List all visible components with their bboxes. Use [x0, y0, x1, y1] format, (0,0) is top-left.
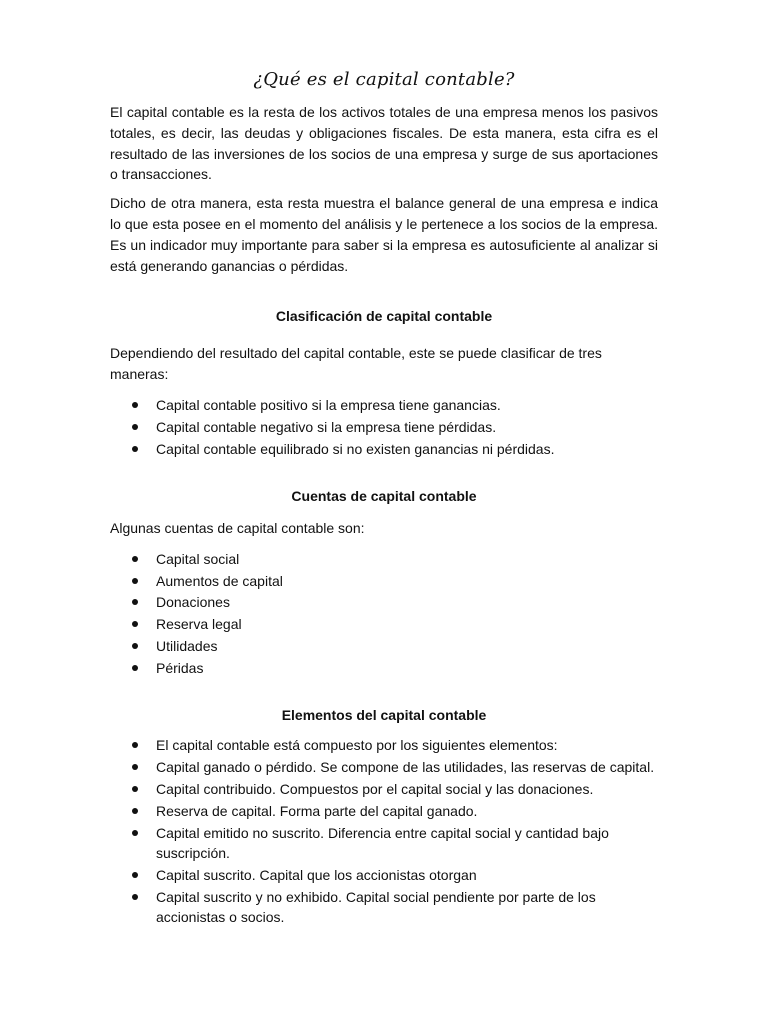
- document-page: [110, 66, 658, 929]
- list-item: Reserva de capital. Forma parte del capital ganado.: [110, 801, 658, 822]
- list-item: Capital social: [110, 549, 658, 570]
- list-item: Capital contable negativo si la empresa tiene pérdidas.: [110, 417, 658, 438]
- list-item: Capital emitido no suscrito. Diferencia entre capital social y cantidad bajo suscripción.: [110, 823, 658, 864]
- section-heading-clasificacion: Clasificación de capital contable: [275, 308, 493, 325]
- list-item: Capital suscrito y no exhibido. Capital social pendiente por parte de los accionistas o socios.: [110, 887, 658, 928]
- section-heading-elementos: Elementos del capital contable: [281, 707, 487, 724]
- bullet-icon: [132, 446, 138, 452]
- list-item: Utilidades: [110, 636, 658, 657]
- list-item: Reserva legal: [110, 614, 658, 635]
- bullet-icon: [132, 424, 138, 430]
- bullet-icon: [132, 872, 138, 878]
- bullet-icon: [132, 599, 138, 605]
- list-item: El capital contable está compuesto por los siguientes elementos:: [110, 735, 658, 756]
- bullet-icon: [132, 578, 138, 584]
- list-elementos: [110, 735, 658, 927]
- bullet-icon: [132, 402, 138, 408]
- list-item: Capital contribuido. Compuestos por el capital social y las donaciones.: [110, 779, 658, 800]
- intro-paragraph-1: El capital contable es la resta de los activos totales de una empresa menos los pasivos totales, es decir, las deudas y obligaciones fiscales. De esta manera, esta cifra es el resultado de las inversiones de los socios de una empresa y surge de sus aportaciones o transacciones.: [110, 104, 658, 183]
- bullet-icon: [132, 786, 138, 792]
- section-heading-cuentas: Cuentas de capital contable: [291, 488, 477, 505]
- bullet-icon: [132, 643, 138, 649]
- bullet-icon: [132, 830, 138, 836]
- list-item: Aumentos de capital: [110, 571, 658, 592]
- section-intro-cuentas: Algunas cuentas de capital contable son:: [110, 520, 365, 537]
- intro-paragraph-2: Dicho de otra manera, esta resta muestra el balance general de una empresa e indica lo que esta posee en el momento del análisis y le pertenece a los socios de la empresa. Es un indicador muy importante para saber si la empresa es autosuficiente al analizar si está generando ganancias o pérdidas.: [110, 195, 658, 274]
- section-intro-clasificacion: Dependiendo del resultado del capital contable, este se puede clasificar de tres maneras:: [110, 345, 602, 383]
- bullet-icon: [132, 808, 138, 814]
- bullet-icon: [132, 742, 138, 748]
- bullet-icon: [132, 665, 138, 671]
- list-item: Donaciones: [110, 592, 658, 613]
- bullet-icon: [132, 894, 138, 900]
- list-item: Capital contable positivo si la empresa tiene ganancias.: [110, 395, 658, 416]
- list-cuentas: [110, 549, 658, 679]
- list-item: Capital suscrito. Capital que los accionistas otorgan: [110, 865, 658, 886]
- list-item: Péridas: [110, 658, 658, 679]
- document-title: ¿Qué es el capital contable?: [253, 69, 515, 90]
- bullet-icon: [132, 556, 138, 562]
- list-item: Capital ganado o pérdido. Se compone de las utilidades, las reservas de capital.: [110, 757, 658, 778]
- bullet-icon: [132, 764, 138, 770]
- bullet-icon: [132, 621, 138, 627]
- list-clasificacion: [110, 395, 658, 459]
- list-item: Capital contable equilibrado si no existen ganancias ni pérdidas.: [110, 439, 658, 460]
